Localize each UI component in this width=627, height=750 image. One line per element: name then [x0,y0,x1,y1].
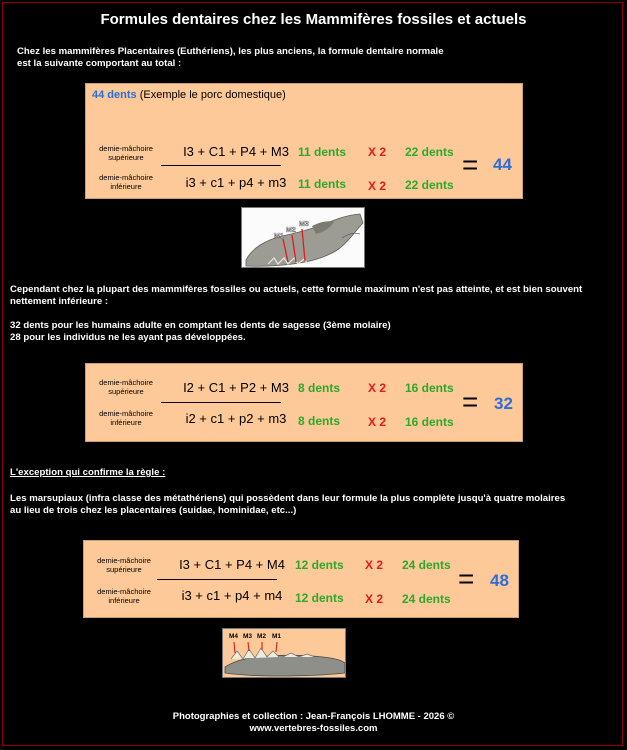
lower-multiplier: X 2 [365,592,384,606]
lower-formula: i3 + c1 + p4 + m4 [181,588,283,603]
lower-formula: i2 + c1 + p2 + m3 [185,411,287,426]
upper-formula: I3 + C1 + P4 + M4 [179,557,285,572]
grand-total: 48 [490,571,509,590]
upper-jaw-label: demie-mâchoire supérieure [97,556,151,574]
lower-multiplier: X 2 [368,415,387,429]
exception-heading: L'exception qui confirme la règle : [10,467,166,478]
upper-multiplier: X 2 [368,381,387,395]
lower-jaw-label: demie-mâchoire inférieure [97,587,151,605]
fraction-line [157,579,277,580]
formula-box-marsupial [83,540,519,618]
lower-result: 16 dents [405,415,454,429]
molar-label-m1: M1 [274,233,284,240]
upper-tooth-count: 12 dents [295,558,344,572]
upper-formula: I3 + C1 + P4 + M3 [183,144,289,159]
lower-formula: i3 + c1 + p4 + m3 [185,175,287,190]
lower-jaw-label: demie-mâchoire inférieure [99,409,153,427]
grand-total: 44 [493,155,512,174]
molar-label-m2: M2 [286,227,296,234]
equals-sign: = [458,563,475,594]
upper-result: 24 dents [402,558,451,572]
footer-credit: Photographies et collection : Jean-François LHOMME - 2026 © [172,711,455,722]
box-header [92,89,286,101]
page-title: Formules dentaires chez les Mammifères fossiles et actuels [100,11,527,28]
molar-label-m1: M1 [272,633,282,640]
lower-tooth-count: 12 dents [295,591,344,605]
upper-jaw-label: demie-mâchoire supérieure [99,378,153,396]
grand-total: 32 [494,394,513,413]
marsupial-jaw-photo [222,628,346,678]
lower-tooth-count: 8 dents [298,414,341,428]
paragraph-reduced-formula: Cependant chez la plupart des mammifères fossiles ou actuels, cette formule maximum n'est pas atteinte, et est bien souvent nettement inférieure : [10,284,583,307]
example-label: (Exemple le porc domestique) [136,89,286,101]
lower-jaw-label: demie-mâchoire inférieure [99,173,153,191]
upper-result: 16 dents [405,381,454,395]
upper-result: 22 dents [405,145,454,159]
molar-label-m4: M4 [229,633,239,640]
formula-box-pig [85,83,523,199]
fraction-line [161,402,281,403]
equals-sign: = [462,149,479,180]
molar-label-m2: M2 [257,633,267,640]
upper-multiplier: X 2 [365,558,384,572]
molar-label-m3: M3 [243,633,253,640]
fraction-line [161,165,281,166]
paragraph-marsupials: Les marsupiaux (infra classe des métathériens) qui possèdent dans leur formule la plus complète jusqu'à quatre molaires au lieu de trois chez les placentaires (suidae, hominidae, etc...) [10,493,566,516]
equals-sign: = [462,386,479,417]
pig-skull-photo [241,207,365,268]
lower-result: 24 dents [402,592,451,606]
formula-box-human [85,363,523,442]
paragraph-human-teeth: 32 dents pour les humains adulte en comptant les dents de sagesse (3ème molaire) 28 pour les individus ne les ayant pas développées. [10,320,391,343]
intro-paragraph: Chez les mammifères Placentaires (Euthériens), les plus anciens, la formule dentaire normale est la suivante comportant au total : [17,46,444,69]
upper-multiplier: X 2 [368,145,387,159]
tooth-total-highlight: 44 dents [92,89,137,101]
jaw-illustration [223,629,346,678]
lower-multiplier: X 2 [368,179,387,193]
lower-tooth-count: 11 dents [298,177,347,191]
upper-formula: I2 + C1 + P2 + M3 [183,380,289,395]
skull-illustration [242,208,365,268]
molar-label-m3: M3 [299,221,309,228]
upper-tooth-count: 11 dents [298,145,347,159]
upper-jaw-label: demie-mâchoire supérieure [99,144,153,162]
footer-website-link[interactable]: www.vertebres-fossiles.com [249,723,378,734]
upper-tooth-count: 8 dents [298,381,341,395]
lower-result: 22 dents [405,178,454,192]
